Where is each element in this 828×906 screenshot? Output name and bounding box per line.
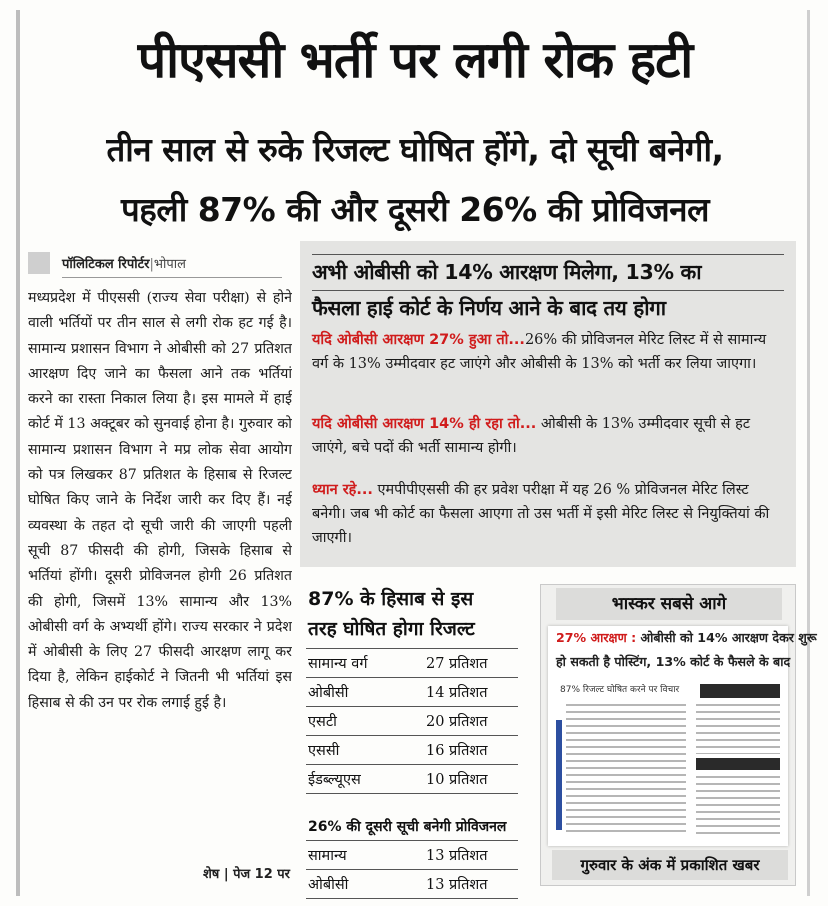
table-row: [306, 870, 518, 899]
byline-place: भोपाल: [153, 257, 186, 272]
table-row: [306, 841, 518, 870]
highlight-item: [312, 412, 786, 460]
clipping-blue-bar: [556, 720, 562, 830]
headline: पीएससी भर्ती पर लगी रोक हटी: [137, 31, 693, 89]
row-value: 13 प्रतिशत: [426, 877, 488, 893]
row-category: ईडब्ल्यूएस: [308, 772, 361, 788]
clipping-headline-line-1: [556, 628, 817, 648]
byline-reporter: पॉलिटिकल रिपोर्टर: [62, 257, 150, 272]
highlight-item-text: 26% की प्रोविजनल मेरिट लिस्ट में से सामान्य वर्ग के 13% उम्मीदवार हट जाएंगे और ओबीसी के 13% को भर्ती कर लिया जाएगा।: [312, 332, 767, 372]
clipping-text-block: [566, 704, 686, 832]
result-table-title-line-1: 87% के हिसाब से इस: [308, 588, 474, 610]
subheadline-line-2: पहली 87% की और दूसरी 26% की प्रोविजनल: [121, 190, 709, 229]
byline: [62, 254, 282, 278]
clipping-headline-text: ओबीसी को 14% आरक्षण देकर शुरू: [636, 630, 817, 645]
row-value: 27 प्रतिशत: [426, 656, 488, 672]
byline-separator: |: [149, 257, 154, 272]
row-category: सामान्य: [308, 848, 347, 864]
row-category: ओबीसी: [308, 877, 349, 893]
right-margin-rule: [807, 10, 810, 896]
result-table: [306, 648, 518, 794]
row-value: 10 प्रतिशत: [426, 772, 488, 788]
table-row: [306, 707, 518, 736]
row-value: 13 प्रतिशत: [426, 848, 488, 864]
provisional-table: [306, 840, 518, 899]
provisional-list-title: 26% की दूसरी सूची बनेगी प्रोविजनल: [308, 819, 507, 835]
highlight-item: [312, 328, 786, 376]
clipping-headline-red: 27% आरक्षण :: [556, 630, 637, 645]
clipping-mini-header: [696, 758, 780, 770]
clipping-small-text: 87% रिजल्ट घोषित करने पर विचार: [560, 685, 680, 695]
highlight-item-text: एमपीपीएससी की हर प्रवेश परीक्षा में यह 26 % प्रोविजनल मेरिट लिस्ट बनेगी। जब भी कोर्ट का फैसला आएगा तो उस भर्ती में इसी मेरिट लिस्ट से नियुक्तियां की जाएगी।: [312, 482, 770, 546]
result-table-title-line-2: तरह घोषित होगा रिजल्ट: [308, 618, 475, 640]
highlight-item-lead: यदि ओबीसी आरक्षण 14% ही रहा तो...: [312, 416, 537, 432]
left-margin-rule: [16, 10, 20, 896]
row-category: एससी: [308, 743, 340, 759]
table-row: [306, 765, 518, 794]
clipping-text-block: [696, 704, 780, 754]
subheadline-line-1: तीन साल से रुके रिजल्ट घोषित होंगे, दो सूची बनेगी,: [106, 130, 724, 169]
table-row: [306, 649, 518, 678]
row-category: एसटी: [308, 714, 337, 730]
table-row: [306, 736, 518, 765]
highlight-item-lead: यदि ओबीसी आरक्षण 27% हुआ तो...: [312, 332, 525, 348]
row-value: 20 प्रतिशत: [426, 714, 488, 730]
highlight-item-lead: ध्यान रहे...: [312, 482, 373, 498]
continuation-note: शेष | पेज 12 पर: [202, 867, 290, 882]
row-category: सामान्य वर्ग: [308, 656, 368, 672]
article-body: मध्यप्रदेश में पीएससी (राज्य सेवा परीक्षा) से होने वाली भर्तियों पर तीन साल से लगी रोक हट गई है। सामान्य प्रशासन विभाग ने ओबीसी को 27 प्रतिशत आरक्षण दिए जाने का फैसला आने तक भर्तियां करने का रास्ता निकाल लिया है। इस मामले में हाई कोर्ट में 13 अक्टूबर को सुनवाई होना है। गुरुवार को सामान्य प्रशासन विभाग ने मप्र लोक सेवा आयोग को पत्र लिखकर 87 प्रतिशत के हिसाब से रिजल्ट घोषित किए जाने के निर्देश जारी कर दिए हैं। नई व्यवस्था के तहत दो सूची जारी की जाएगी पहली सूची 87 फीसदी की होगी, जिसके हिसाब से भर्तियां होंगी। दूसरी प्रोविजनल होगी 26 प्रतिशत की होगी, जिसमें 13% सामान्य और 13% ओबीसी वर्ग के अभ्यर्थी होंगे। राज्य सरकार ने प्रदेश में ओबीसी के लिए 27 फीसदी आरक्षण लागू कर दिया है, लेकिन हाईकोर्ट ने जितनी भी भर्तियां इस हिसाब से की उन पर रोक लगाई हुई है।: [28, 290, 292, 711]
highlight-title-line-1: अभी ओबीसी को 14% आरक्षण मिलेगा, 13% का: [312, 254, 784, 289]
highlight-title-line-2: फैसला हाई कोर्ट के निर्णय आने के बाद तय होगा: [312, 290, 784, 325]
byline-marker: [28, 252, 50, 274]
clipping-header: भास्कर सबसे आगे: [556, 588, 782, 620]
row-value: 14 प्रतिशत: [426, 685, 488, 701]
clipping-footer: गुरुवार के अंक में प्रकाशित खबर: [552, 850, 788, 880]
table-row: [306, 678, 518, 707]
clipping-text-block: [696, 776, 780, 836]
row-category: ओबीसी: [308, 685, 349, 701]
row-value: 16 प्रतिशत: [426, 743, 488, 759]
highlight-item-text: ओबीसी के 13% उम्मीदवार सूची से हट जाएंगे, बचे पदों की भर्ती सामान्य होगी।: [312, 416, 751, 456]
clipping-tag: [700, 684, 780, 698]
clipping-headline-line-2: हो सकती है पोस्टिंग, 13% कोर्ट के फैसले के बाद: [556, 654, 791, 669]
highlight-item: [312, 478, 786, 550]
